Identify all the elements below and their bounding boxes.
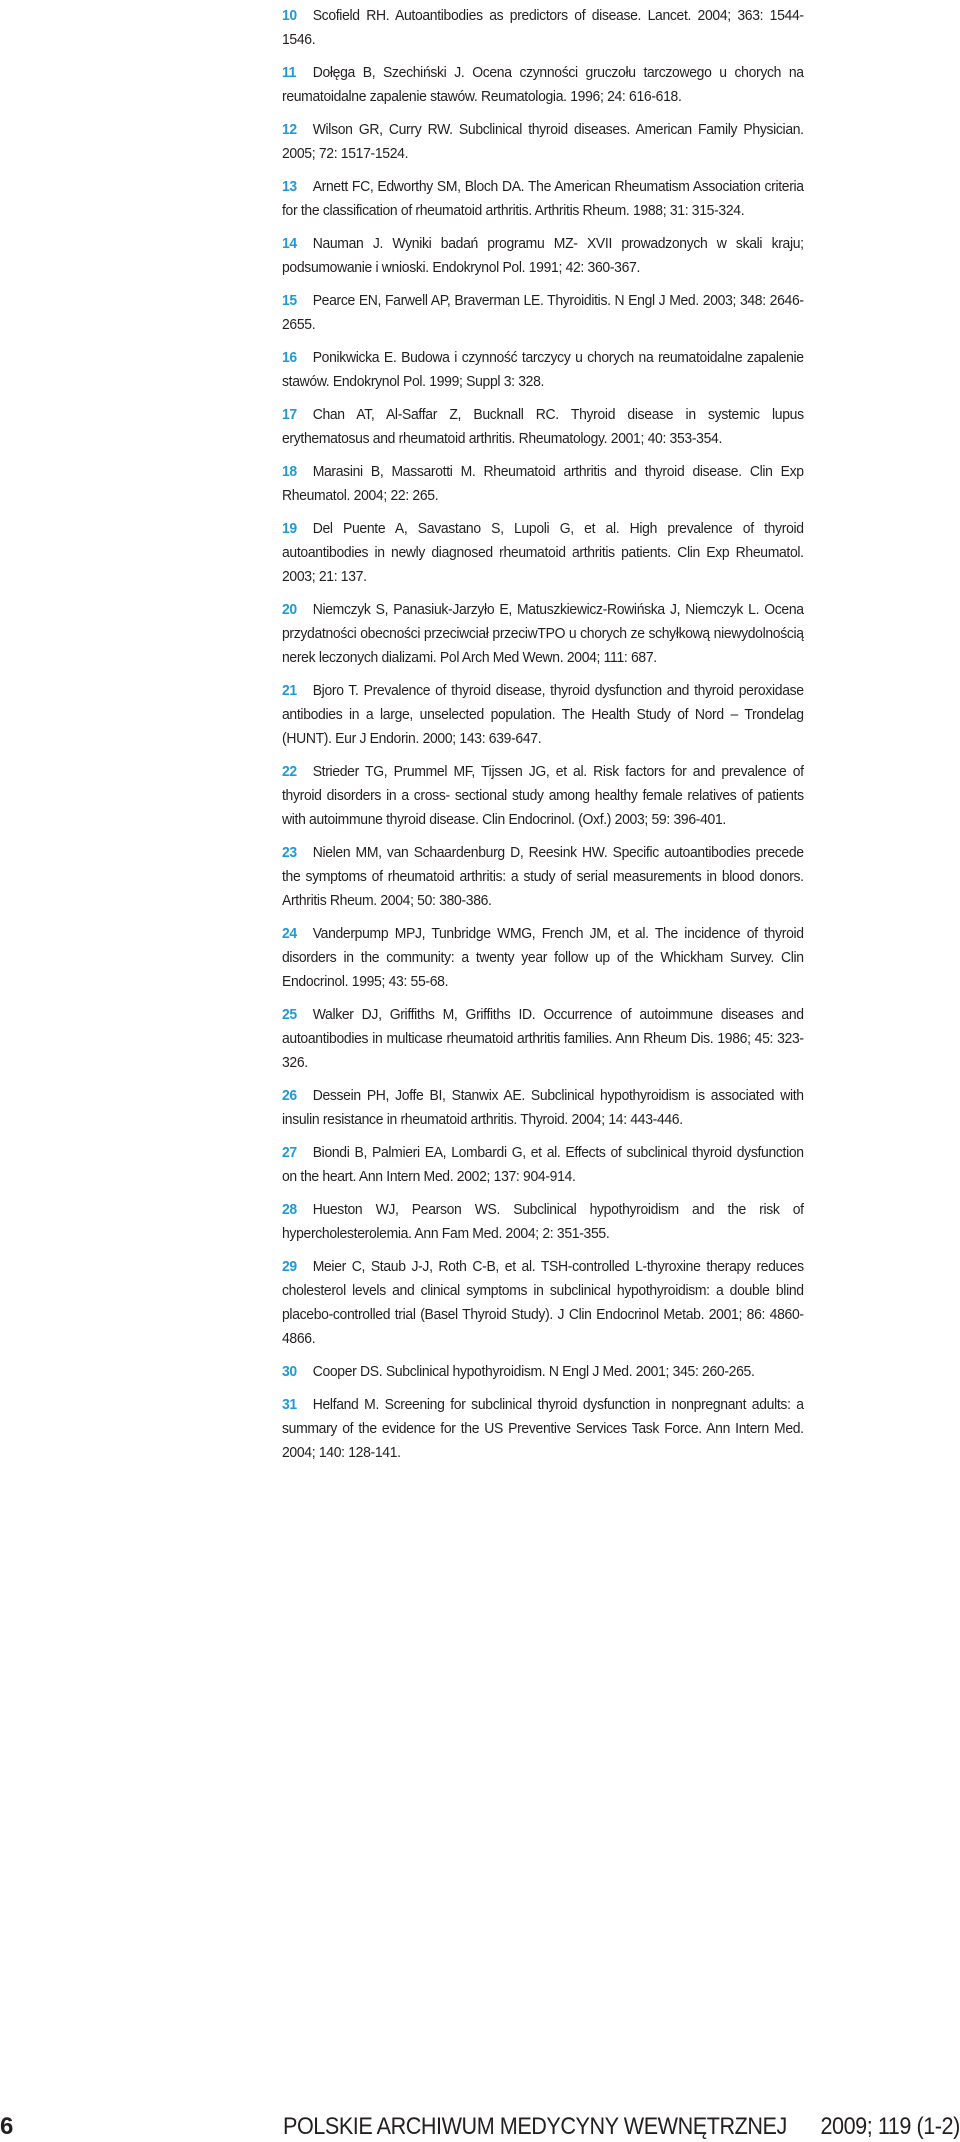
reference-number: 18 [282,463,297,480]
reference-item [282,4,804,52]
reference-number: 10 [282,7,297,24]
reference-number: 26 [282,1087,297,1104]
reference-number: 16 [282,349,297,366]
reference-item [282,922,804,994]
page-footer [0,2113,960,2141]
reference-item [282,1084,804,1132]
reference-text: Pearce EN, Farwell AP, Braverman LE. Thyroiditis. N Engl J Med. 2003; 348: 2646-2655. [282,292,804,333]
reference-number: 19 [282,520,297,537]
reference-item [282,346,804,394]
reference-text: Cooper DS. Subclinical hypothyroidism. N Engl J Med. 2001; 345: 260-265. [312,1363,755,1380]
page-number: 6 [0,2113,14,2140]
reference-number: 23 [282,844,297,861]
reference-text: Marasini B, Massarotti M. Rheumatoid arthritis and thyroid disease. Clin Exp Rheumatol. 2004; 22: 265. [282,463,804,504]
journal-issue: 2009; 119 (1-2) [820,2113,960,2140]
reference-number: 25 [282,1006,297,1023]
reference-item [282,118,804,166]
reference-item [282,598,804,670]
reference-item [282,460,804,508]
reference-item [282,61,804,109]
reference-text: Nauman J. Wyniki badań programu MZ- XVII prowadzonych w skali kraju; podsumowanie i wnioski. Endokrynol Pol. 1991; 42: 360-367. [282,235,804,276]
reference-item [282,1393,804,1465]
reference-text: Biondi B, Palmieri EA, Lombardi G, et al. Effects of subclinical thyroid dysfunction on the heart. Ann Intern Med. 2002; 137: 904-914. [282,1144,804,1185]
reference-text: Walker DJ, Griffiths M, Griffiths ID. Occurrence of autoimmune diseases and autoantibodies in multicase rheumatoid arthritis families. Ann Rheum Dis. 1986; 45: 323-326. [282,1006,804,1071]
reference-number: 22 [282,763,297,780]
reference-item [282,1141,804,1189]
reference-item [282,403,804,451]
reference-text: Vanderpump MPJ, Tunbridge WMG, French JM, et al. The incidence of thyroid disorders in the community: a twenty year follow up of the Whickham Survey. Clin Endocrinol. 1995; 43: 55-68. [282,925,804,990]
reference-item [282,760,804,832]
reference-text: Wilson GR, Curry RW. Subclinical thyroid diseases. American Family Physician. 2005; 72: 1517-1524. [282,121,804,162]
reference-number: 14 [282,235,297,252]
reference-number: 28 [282,1201,297,1218]
reference-number: 21 [282,682,297,699]
reference-text: Arnett FC, Edworthy SM, Bloch DA. The American Rheumatism Association criteria for the classification of rheumatoid arthritis. Arthritis Rheum. 1988; 31: 315-324. [282,178,804,219]
reference-item [282,841,804,913]
reference-number: 12 [282,121,297,138]
reference-number: 29 [282,1258,297,1275]
reference-item [282,1198,804,1246]
reference-text: Chan AT, Al-Saffar Z, Bucknall RC. Thyroid disease in systemic lupus erythematosus and rheumatoid arthritis. Rheumatology. 2001; 40: 353-354. [282,406,804,447]
reference-number: 27 [282,1144,297,1161]
reference-text: Dołęga B, Szechiński J. Ocena czynności gruczołu tarczowego u chorych na reumatoidalne zapalenie stawów. Reumatologia. 1996; 24: 616-618. [282,64,804,105]
reference-number: 24 [282,925,297,942]
reference-text: Scofield RH. Autoantibodies as predictors of disease. Lancet. 2004; 363: 1544-1546. [282,7,804,48]
reference-text: Niemczyk S, Panasiuk-Jarzyło E, Matuszkiewicz-Rowińska J, Niemczyk L. Ocena przydatności obecności przeciwciał przeciwTPO u chorych ze schyłkową niewydolnością nerek leczonych dializami. Pol Arch Med Wewn. 2004; 111: 687. [282,601,804,666]
reference-text: Strieder TG, Prummel MF, Tijssen JG, et al. Risk factors for and prevalence of thyroid disorders in a cross- sectional study among healthy female relatives of patients with autoimmune thyroid disease. Clin Endocrinol. (Oxf.) 2003; 59: 396-401. [282,763,804,828]
reference-item [282,679,804,751]
reference-number: 30 [282,1363,297,1380]
reference-text: Bjoro T. Prevalence of thyroid disease, thyroid dysfunction and thyroid peroxidase antibodies in a large, unselected population. The Health Study of Nord – Trondelag (HUNT). Eur J Endorin. 2000; 143: 639-647. [282,682,804,747]
reference-item [282,289,804,337]
reference-text: Nielen MM, van Schaardenburg D, Reesink HW. Specific autoantibodies precede the symptoms of rheumatoid arthritis: a study of serial measurements in blood donors. Arthritis Rheum. 2004; 50: 380-386. [282,844,804,909]
reference-text: Ponikwicka E. Budowa i czynność tarczycy u chorych na reumatoidalne zapalenie stawów. Endokrynol Pol. 1999; Suppl 3: 328. [282,349,804,390]
reference-item [282,517,804,589]
reference-number: 17 [282,406,297,423]
reference-text: Helfand M. Screening for subclinical thyroid dysfunction in nonpregnant adults: a summary of the evidence for the US Preventive Services Task Force. Ann Intern Med. 2004; 140: 128-141. [282,1396,804,1461]
reference-number: 20 [282,601,297,618]
reference-item [282,1255,804,1351]
journal-title: POLSKIE ARCHIWUM MEDYCYNY WEWNĘTRZNEJ [283,2113,787,2140]
reference-list [282,4,804,1474]
reference-number: 11 [282,64,297,81]
reference-text: Meier C, Staub J-J, Roth C-B, et al. TSH-controlled L-thyroxine therapy reduces cholesterol levels and clinical symptoms in subclinical hypothyroidism: a double blind placebo-controlled trial (Basel Thyroid Study). J Clin Endocrinol Metab. 2001; 86: 4860-4866. [282,1258,804,1347]
reference-text: Hueston WJ, Pearson WS. Subclinical hypothyroidism and the risk of hypercholesterolemia. Ann Fam Med. 2004; 2: 351-355. [282,1201,804,1242]
reference-number: 13 [282,178,297,195]
reference-item [282,1003,804,1075]
reference-item [282,232,804,280]
reference-text: Dessein PH, Joffe BI, Stanwix AE. Subclinical hypothyroidism is associated with insulin resistance in rheumatoid arthritis. Thyroid. 2004; 14: 443-446. [282,1087,804,1128]
reference-text: Del Puente A, Savastano S, Lupoli G, et al. High prevalence of thyroid autoantibodies in newly diagnosed rheumatoid arthritis patients. Clin Exp Rheumatol. 2003; 21: 137. [282,520,804,585]
reference-item [282,175,804,223]
reference-item [282,1360,804,1384]
reference-number: 31 [282,1396,297,1413]
reference-number: 15 [282,292,297,309]
